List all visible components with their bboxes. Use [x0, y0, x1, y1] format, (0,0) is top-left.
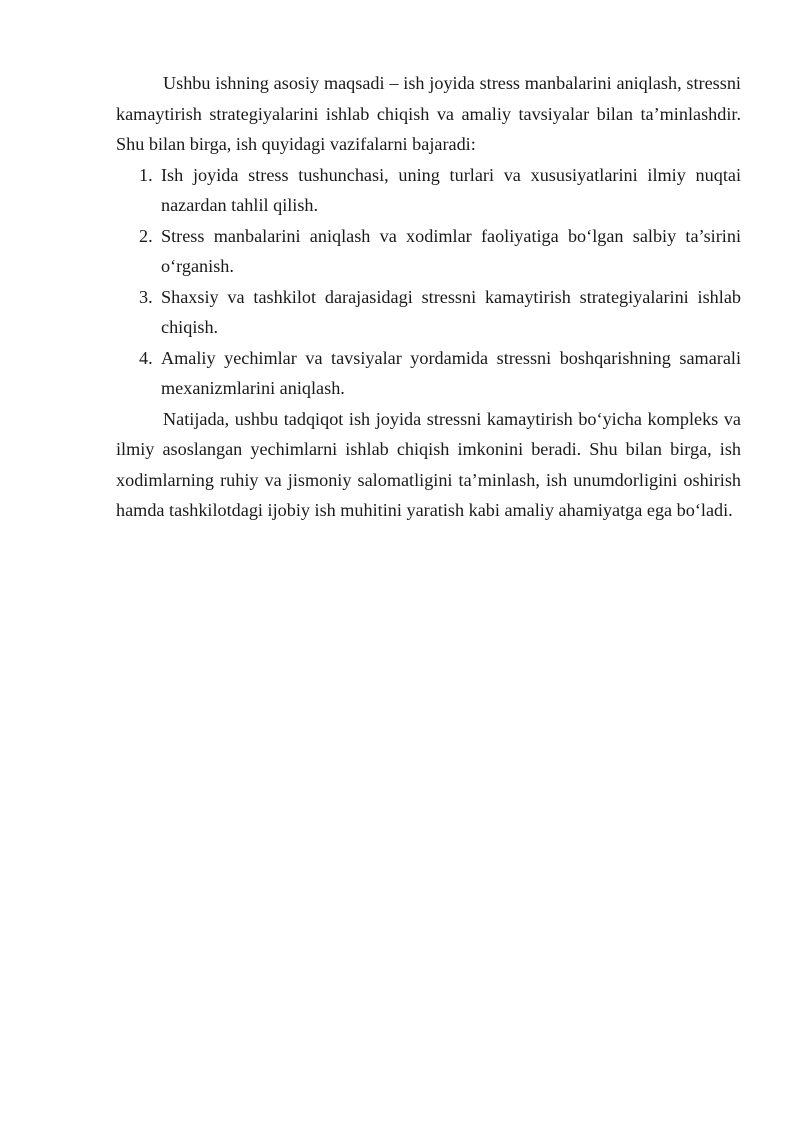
list-item-text: Shaxsiy va tashkilot darajasidagi stressni kamaytirish strategiyalarini ishlab chiqish. [161, 286, 741, 337]
document-page [116, 68, 741, 526]
intro-paragraph: Ushbu ishning asosiy maqsadi – ish joyida stress manbalarini aniqlash, stressni kamaytirish strategiyalarini ishlab chiqish va amaliy tavsiyalar bilan ta’minlashdir. Shu bilan birga, ish quyidagi vazifalarni bajaradi: [116, 73, 741, 154]
list-item [116, 282, 741, 343]
list-item-number: 4. [139, 347, 153, 368]
list-item [116, 160, 741, 221]
task-list [116, 160, 741, 404]
list-item-number: 1. [139, 164, 153, 185]
list-item-text: Stress manbalarini aniqlash va xodimlar faoliyatiga bo‘lgan salbiy ta’sirini o‘rganish. [161, 225, 741, 276]
list-item-number: 3. [139, 286, 153, 307]
list-item-text: Ish joyida stress tushunchasi, uning turlari va xususiyatlarini ilmiy nuqtai nazardan tahlil qilish. [161, 164, 741, 215]
list-item [116, 221, 741, 282]
list-item-number: 2. [139, 225, 153, 246]
list-item [116, 343, 741, 404]
conclusion-paragraph: Natijada, ushbu tadqiqot ish joyida stressni kamaytirish bo‘yicha kompleks va ilmiy asoslangan yechimlarni ishlab chiqish imkonini beradi. Shu bilan birga, ish xodimlarning ruhiy va jismoniy salomatligini ta’minlash, ish unumdorligini oshirish hamda tashkilotdagi ijobiy ish muhitini yaratish kabi amaliy ahamiyatga ega bo‘ladi. [116, 408, 741, 520]
list-item-text: Amaliy yechimlar va tavsiyalar yordamida stressni boshqarishning samarali mexanizmlarini aniqlash. [161, 347, 741, 398]
